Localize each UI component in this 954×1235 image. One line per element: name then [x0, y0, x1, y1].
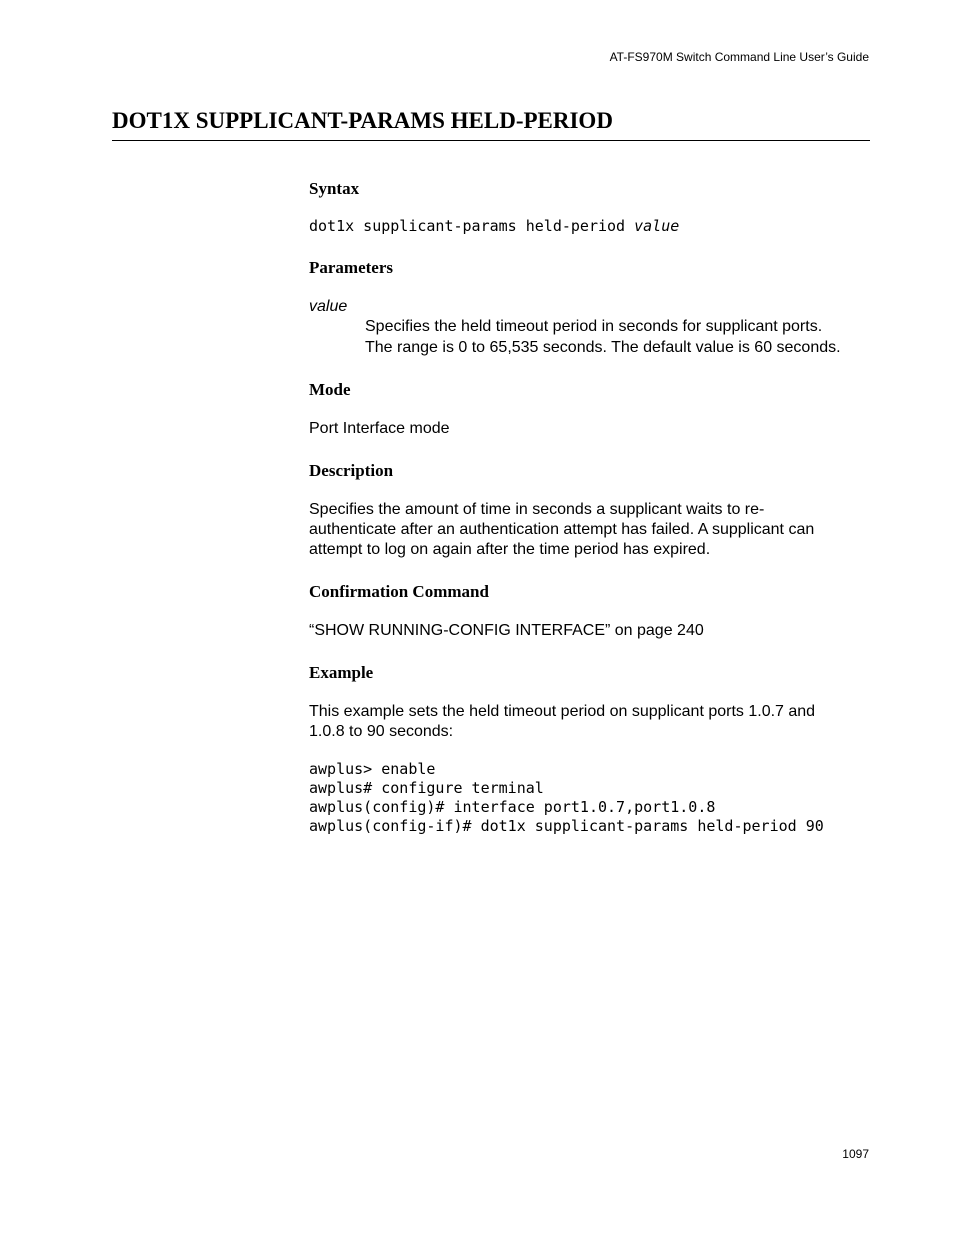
description-heading: Description [309, 461, 394, 480]
parameter-description-line-1: Specifies the held timeout period in seconds for supplicant ports. [365, 318, 823, 335]
parameter-name: value [309, 298, 348, 315]
page-number: 1097 [842, 1147, 869, 1161]
example-intro-line-1: This example sets the held timeout period on supplicant ports 1.0.7 and [309, 703, 816, 720]
syntax-command [309, 217, 679, 236]
description-line-2: authenticate after an authentication attempt has failed. A supplicant can [309, 521, 815, 538]
description-line-1: Specifies the amount of time in seconds a supplicant waits to re- [309, 501, 765, 518]
description-line-3: attempt to log on again after the time period has expired. [309, 541, 711, 558]
syntax-heading: Syntax [309, 179, 360, 198]
code-line-2: awplus# configure terminal [309, 779, 544, 797]
example-heading: Example [309, 663, 374, 682]
mode-heading: Mode [309, 380, 351, 399]
mode-text: Port Interface mode [309, 420, 450, 437]
code-line-4: awplus(config-if)# dot1x supplicant-params held-period 90 [309, 817, 824, 835]
example-intro-line-2: 1.0.8 to 90 seconds: [309, 723, 454, 740]
confirmation-heading: Confirmation Command [309, 582, 489, 601]
syntax-argument: value [634, 217, 680, 235]
parameters-heading: Parameters [309, 258, 394, 277]
code-line-3: awplus(config)# interface port1.0.7,port1.0.8 [309, 798, 716, 816]
page-title: DOT1X SUPPLICANT-PARAMS HELD-PERIOD [112, 108, 613, 133]
title-rule [112, 140, 870, 141]
syntax-command-text: dot1x supplicant-params held-period [309, 217, 635, 235]
running-header: AT-FS970M Switch Command Line User’s Guide [609, 50, 869, 64]
parameter-description-line-2: The range is 0 to 65,535 seconds. The default value is 60 seconds. [365, 339, 841, 356]
code-line-1: awplus> enable [309, 760, 436, 778]
confirmation-command-link[interactable]: “SHOW RUNNING-CONFIG INTERFACE” on page 240 [309, 622, 704, 639]
